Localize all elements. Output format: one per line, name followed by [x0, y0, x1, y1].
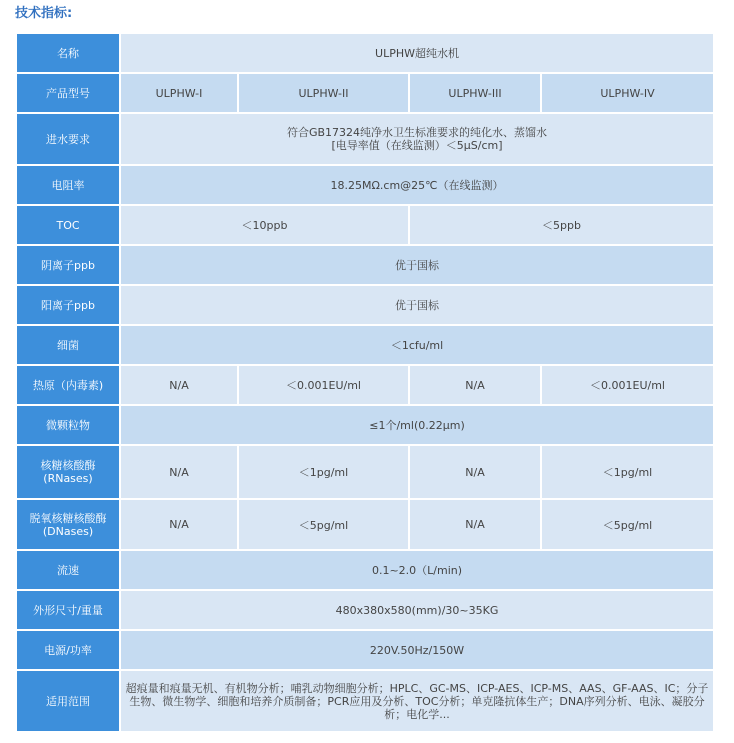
- dnases-4: ＜5pg/ml: [541, 499, 714, 550]
- value-cation: 优于国标: [120, 285, 714, 325]
- model-3: ULPHW-III: [409, 73, 541, 113]
- row-pyrogen: [16, 365, 714, 405]
- dnases-2: ＜5pg/ml: [238, 499, 409, 550]
- inlet-line-2: [电导率值（在线监测）＜5μS/cm]: [331, 139, 503, 152]
- label-resistivity: 电阻率: [16, 165, 120, 205]
- label-cation: 阳离子ppb: [16, 285, 120, 325]
- label-application: 适用范围: [16, 670, 120, 732]
- row-size: [16, 590, 714, 630]
- label-anion: 阴离子ppb: [16, 245, 120, 285]
- row-power: [16, 630, 714, 670]
- model-4: ULPHW-IV: [541, 73, 714, 113]
- pyrogen-4: ＜0.001EU/ml: [541, 365, 714, 405]
- section-heading: 技术指标:: [15, 6, 73, 21]
- row-bacteria: [16, 325, 714, 365]
- row-resistivity: [16, 165, 714, 205]
- value-particles: ≤1个/ml(0.22μm): [120, 405, 714, 445]
- row-cation: [16, 285, 714, 325]
- value-size: 480x380x580(mm)/30~35KG: [120, 590, 714, 630]
- row-flow: [16, 550, 714, 590]
- rnases-label-2: (RNases): [43, 472, 93, 485]
- dnases-label-1: 脱氧核糖核酸酶: [29, 511, 107, 525]
- row-toc: [16, 205, 714, 245]
- value-power: 220V.50Hz/150W: [120, 630, 714, 670]
- inlet-line-1: 符合GB17324纯净水卫生标准要求的纯化水、蒸馏水: [286, 126, 548, 139]
- value-flow: 0.1~2.0（L/min): [120, 550, 714, 590]
- row-inlet: [16, 113, 714, 165]
- row-application: [16, 670, 714, 732]
- model-2: ULPHW-II: [238, 73, 409, 113]
- pyrogen-1: N/A: [120, 365, 238, 405]
- row-particles: [16, 405, 714, 445]
- label-model: 产品型号: [16, 73, 120, 113]
- rnases-4: ＜1pg/ml: [541, 445, 714, 499]
- spec-table: [15, 32, 715, 733]
- value-inlet: [120, 113, 714, 165]
- pyrogen-2: ＜0.001EU/ml: [238, 365, 409, 405]
- label-pyrogen: 热原（内毒素): [16, 365, 120, 405]
- label-toc: TOC: [16, 205, 120, 245]
- label-inlet: 进水要求: [16, 113, 120, 165]
- label-size: 外形尺寸/重量: [16, 590, 120, 630]
- dnases-label-2: (DNases): [42, 524, 94, 538]
- row-rnases: [16, 445, 714, 499]
- rnases-label-1: 核糖核酸酶: [40, 459, 96, 472]
- label-dnases: [16, 499, 120, 550]
- value-application: 超痕量和痕量无机、有机物分析；哺乳动物细胞分析；HPLC、GC-MS、ICP-AES、ICP-MS、AAS、GF-AAS、IC；分子生物、微生物学、细胞和培养介质制备；PCR应用及分析、TOC分析；单克隆抗体生产；DNA序列分析、电泳、凝胶分析；电化学...: [120, 670, 714, 732]
- model-1: ULPHW-I: [120, 73, 238, 113]
- label-flow: 流速: [16, 550, 120, 590]
- label-power: 电源/功率: [16, 630, 120, 670]
- rnases-2: ＜1pg/ml: [238, 445, 409, 499]
- toc-value-2: ＜5ppb: [409, 205, 714, 245]
- rnases-1: N/A: [120, 445, 238, 499]
- dnases-1: N/A: [120, 499, 238, 550]
- row-dnases: [16, 499, 714, 550]
- row-anion: [16, 245, 714, 285]
- row-name: [16, 33, 714, 73]
- value-resistivity: 18.25MΩ.cm@25℃（在线监测）: [120, 165, 714, 205]
- value-bacteria: ＜1cfu/ml: [120, 325, 714, 365]
- row-model: [16, 73, 714, 113]
- dnases-3: N/A: [409, 499, 541, 550]
- value-name: ULPHW超纯水机: [120, 33, 714, 73]
- value-anion: 优于国标: [120, 245, 714, 285]
- toc-value-1: ＜10ppb: [120, 205, 409, 245]
- label-particles: 微颗粒物: [16, 405, 120, 445]
- label-name: 名称: [16, 33, 120, 73]
- label-rnases: [16, 445, 120, 499]
- pyrogen-3: N/A: [409, 365, 541, 405]
- label-bacteria: 细菌: [16, 325, 120, 365]
- rnases-3: N/A: [409, 445, 541, 499]
